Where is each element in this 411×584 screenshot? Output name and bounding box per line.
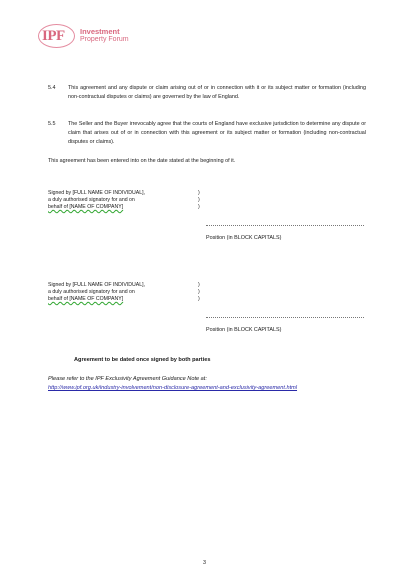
signature-block-2 — [48, 282, 368, 342]
entered-statement: This agreement has been entered into on the date stated at the beginning of it. — [48, 158, 236, 164]
signature-block-1 — [48, 190, 368, 250]
signatory-line-3: behalf of [NAME OF COMPANY] — [48, 296, 124, 302]
signatory-line-2: a duly authorised signatory for and on — [48, 197, 135, 203]
page-number: 3 — [203, 560, 206, 566]
signature-line — [206, 225, 364, 226]
bracket: ) — [198, 204, 200, 210]
signatory-line-2: a duly authorised signatory for and on — [48, 289, 135, 295]
logo-line-2: Property Forum — [80, 36, 129, 43]
clause-text: This agreement and any dispute or claim arising out of or in connection with it or its subject matter or formation (including non-contractual disputes or claims) are governed by the law of England. — [68, 85, 366, 100]
bracket: ) — [198, 289, 200, 295]
bracket: ) — [198, 296, 200, 302]
logo-line-1: Investment — [80, 27, 120, 36]
guidance-note: Please refer to the IPF Exclusivity Agreement Guidance Note at: — [48, 376, 207, 382]
bracket: ) — [198, 282, 200, 288]
dated-note: Agreement to be dated once signed by both parties — [74, 357, 211, 363]
signatory-text — [48, 282, 145, 303]
clause-number: 5.4 — [48, 85, 56, 91]
logo-letters: IPF — [42, 28, 65, 44]
bracket: ) — [198, 190, 200, 196]
ipf-logo — [38, 24, 168, 54]
signature-line — [206, 317, 364, 318]
signatory-line-1: Signed by [FULL NAME OF INDIVIDUAL], — [48, 282, 145, 288]
clause-number: 5.5 — [48, 121, 56, 127]
position-label: Position (in BLOCK CAPITALS) — [206, 235, 282, 241]
signatory-line-3: behalf of [NAME OF COMPANY] — [48, 204, 124, 210]
signatory-line-1: Signed by [FULL NAME OF INDIVIDUAL], — [48, 190, 145, 196]
bracket-column — [198, 190, 200, 211]
bracket: ) — [198, 197, 200, 203]
clause-text: The Seller and the Buyer irrevocably agree that the courts of England have exclusive jurisdiction to determine any dispute or claim that arises out of or in connection with this agreement or its subject matter or formation (including non-contractual disputes or claims). — [68, 121, 366, 145]
guidance-link[interactable]: http://www.ipf.org.uk/industry-involvement/non-disclosure-agreement-and-exclusivity-agreement.html — [48, 385, 298, 391]
bracket-column — [198, 282, 200, 303]
signatory-text — [48, 190, 145, 211]
logo-wordmark — [80, 28, 129, 44]
position-label: Position (in BLOCK CAPITALS) — [206, 327, 282, 333]
